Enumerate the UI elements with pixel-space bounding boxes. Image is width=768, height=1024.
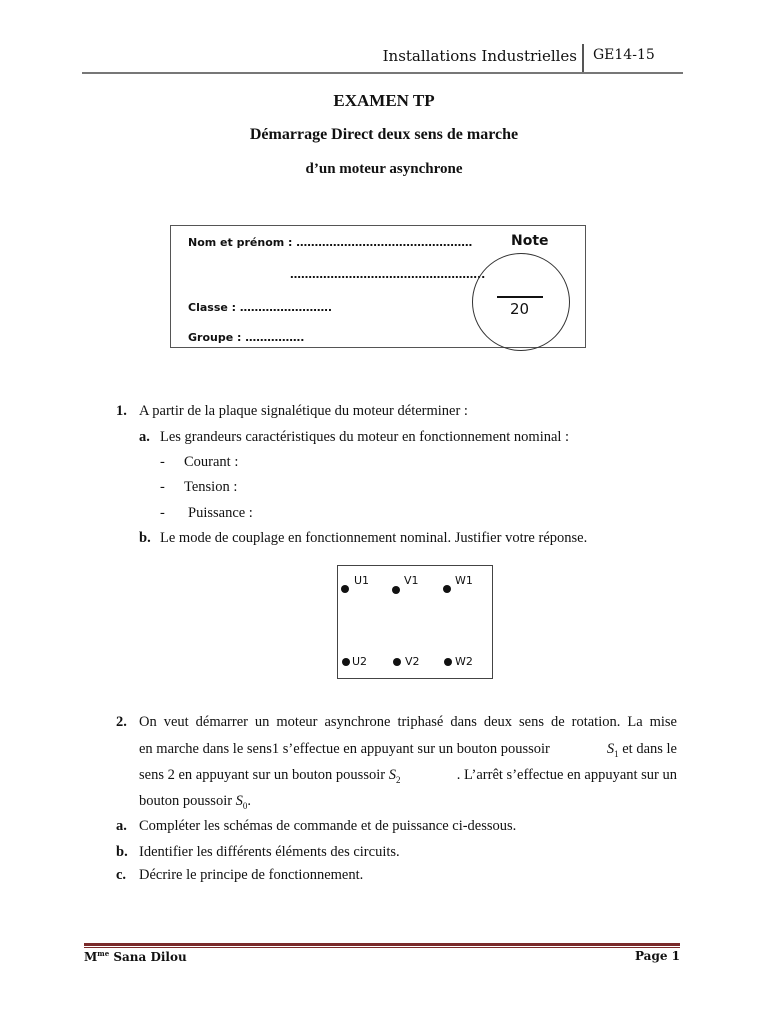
bullet-dash: - xyxy=(160,479,165,495)
s0-sub: 0 xyxy=(242,800,248,811)
terminal-dot xyxy=(443,585,451,593)
q2-line-3a: sens 2 en appuyant sur un bouton poussoir xyxy=(139,767,386,783)
footer-rule-thin xyxy=(84,947,680,948)
terminal-u1: U1 xyxy=(354,574,370,587)
q2-line-4 xyxy=(139,793,251,811)
footer-author xyxy=(84,949,187,964)
note-label: Note xyxy=(511,233,549,249)
s1-letter: S xyxy=(606,741,615,757)
item-tension: Tension : xyxy=(184,479,238,495)
q2a-number: a. xyxy=(116,818,127,834)
header-course: Installations Industrielles xyxy=(382,47,577,65)
q2-line-4b: . xyxy=(247,793,252,809)
q2b-number: b. xyxy=(116,844,128,860)
terminal-dot xyxy=(393,658,401,666)
q2c-number: c. xyxy=(116,867,127,883)
q1b-text: Le mode de couplage en fonctionnement nominal. Justifier votre réponse. xyxy=(160,530,588,546)
author-name: Sana Dilou xyxy=(109,950,187,964)
terminal-dot xyxy=(341,585,349,593)
page-number: Page 1 xyxy=(634,949,680,963)
q2c-text: Décrire le principe de fonctionnement. xyxy=(139,867,364,883)
s2-letter: S xyxy=(388,767,396,783)
q2-line-3b: . L’arrêt s’effectue en appuyant sur un xyxy=(456,767,677,783)
name-field-cont[interactable]: …………………………………………….. xyxy=(290,268,486,281)
q2-line-3 xyxy=(139,767,677,785)
grade-denominator: 20 xyxy=(510,300,530,318)
name-field[interactable]: Nom et prénom : ………………………………………… xyxy=(188,236,473,249)
q1-number: 1. xyxy=(116,403,127,419)
s2-sub: 2 xyxy=(395,774,401,785)
q2-line-2b: et dans le xyxy=(622,741,677,757)
s1-symbol xyxy=(607,741,677,759)
footer-rule xyxy=(84,943,680,946)
group-field[interactable]: Groupe : ……………. xyxy=(188,331,305,344)
q1a-number: a. xyxy=(139,429,150,445)
q1-text: A partir de la plaque signalétique du moteur déterminer : xyxy=(139,403,468,419)
header-year: GE14-15 xyxy=(593,47,655,63)
bullet-dash: - xyxy=(160,454,165,470)
q1a-text: Les grandeurs caractéristiques du moteur en fonctionnement nominal : xyxy=(160,429,570,445)
q2a-text: Compléter les schémas de commande et de puissance ci-dessous. xyxy=(139,818,517,834)
terminal-v1: V1 xyxy=(404,574,419,587)
terminal-w2: W2 xyxy=(455,655,473,668)
exam-subtitle-2: d’un moteur asynchrone xyxy=(305,161,463,177)
q2-line-2 xyxy=(139,741,677,759)
grade-fraction-bar xyxy=(497,296,543,298)
s1-sub: 1 xyxy=(614,748,619,759)
q1b-number: b. xyxy=(139,530,151,546)
q2-line-1: On veut démarrer un moteur asynchrone triphasé dans deux sens de rotation. La mise xyxy=(139,714,677,730)
author-prefix: M xyxy=(84,950,98,964)
item-puissance: Puissance : xyxy=(188,505,253,521)
item-courant: Courant : xyxy=(184,454,239,470)
terminal-dot xyxy=(444,658,452,666)
terminal-u2: U2 xyxy=(352,655,368,668)
header-rule xyxy=(82,72,683,74)
q2-line-3a-wrap xyxy=(139,767,400,785)
exam-subtitle: Démarrage Direct deux sens de marche xyxy=(249,126,519,143)
terminal-dot xyxy=(342,658,350,666)
q2-line-4a: bouton poussoir xyxy=(139,793,233,809)
q2b-text: Identifier les différents éléments des circuits. xyxy=(139,844,400,860)
header-divider xyxy=(582,44,584,72)
bullet-dash: - xyxy=(160,505,165,521)
author-sup: me xyxy=(97,949,110,958)
terminal-w1: W1 xyxy=(455,574,473,587)
terminal-dot xyxy=(392,586,400,594)
s0-letter: S xyxy=(235,793,243,809)
terminal-v2: V2 xyxy=(405,655,420,668)
class-field[interactable]: Classe : ……………………. xyxy=(188,301,333,314)
q2-line-2a: en marche dans le sens1 s’effectue en appuyant sur un bouton poussoir xyxy=(139,741,550,757)
exam-title: EXAMEN TP xyxy=(333,91,435,110)
q2-number: 2. xyxy=(116,714,127,730)
